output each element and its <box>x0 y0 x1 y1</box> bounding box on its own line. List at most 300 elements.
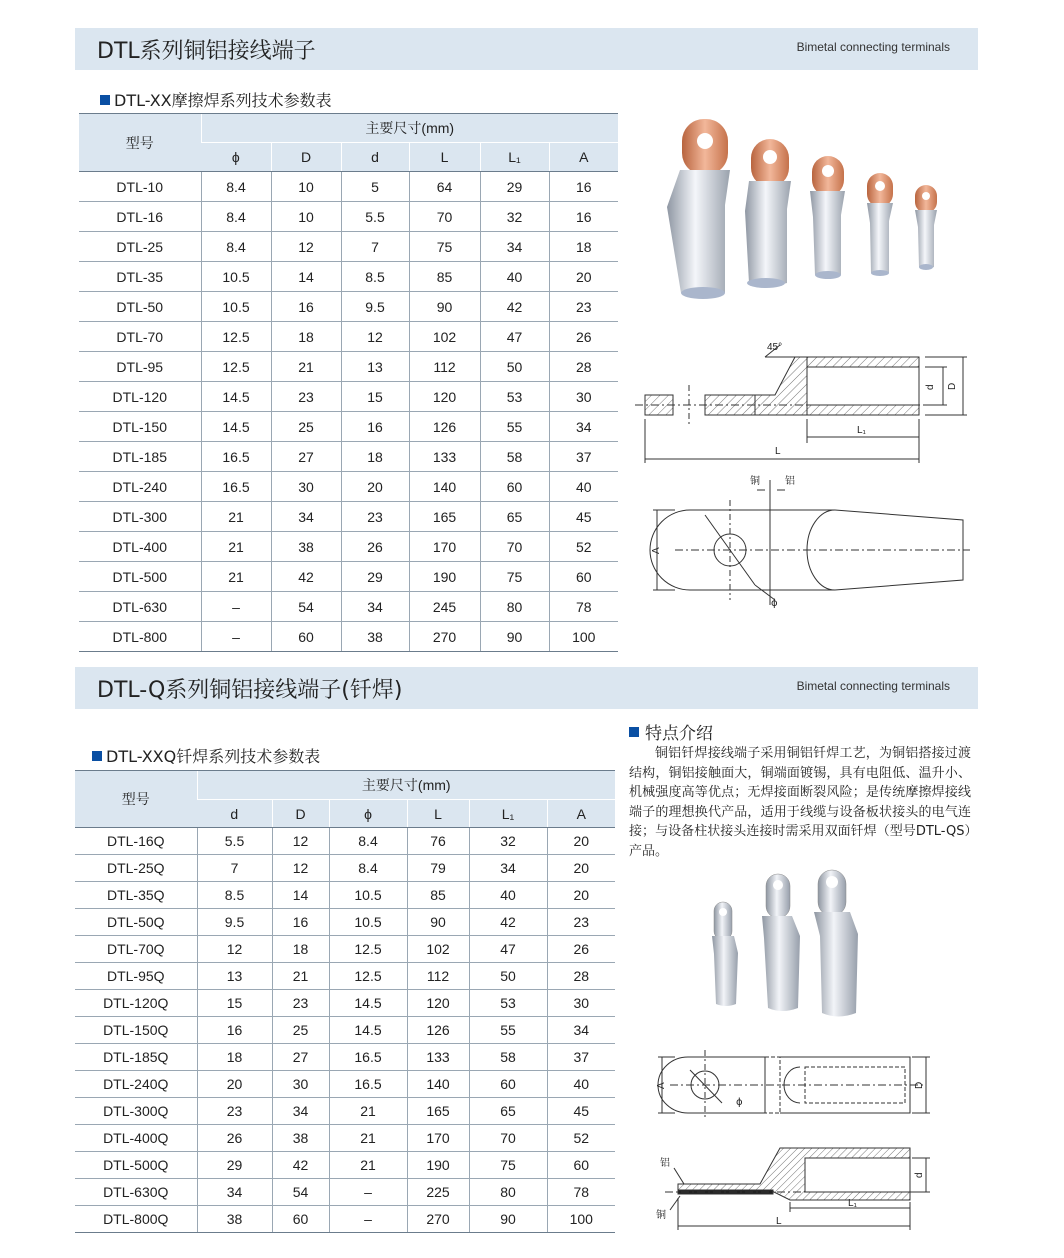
value-cell: 23 <box>547 909 615 936</box>
model-cell: DTL-70 <box>79 322 201 352</box>
table-row <box>79 322 618 352</box>
value-cell: 30 <box>549 382 618 412</box>
model-cell: DTL-300 <box>79 502 201 532</box>
value-cell: 90 <box>469 1206 547 1233</box>
value-cell: 23 <box>197 1098 272 1125</box>
value-cell: 100 <box>549 622 618 652</box>
bullet-square-icon <box>100 95 110 105</box>
value-cell: 120 <box>407 990 469 1017</box>
value-cell: 8.5 <box>341 262 409 292</box>
value-cell: 40 <box>549 472 618 502</box>
value-cell: 8.4 <box>201 172 271 202</box>
value-cell: 78 <box>547 1179 615 1206</box>
value-cell: 5.5 <box>197 828 272 855</box>
value-cell: 165 <box>409 502 480 532</box>
value-cell: 28 <box>547 963 615 990</box>
value-cell: 50 <box>480 352 549 382</box>
value-cell: 10.5 <box>201 292 271 322</box>
value-cell: 38 <box>271 532 341 562</box>
value-cell: 29 <box>480 172 549 202</box>
value-cell: 38 <box>272 1125 329 1152</box>
table-row <box>79 292 618 322</box>
value-cell: 38 <box>197 1206 272 1233</box>
brazed-terminal-small <box>712 902 738 1006</box>
value-cell: 10.5 <box>329 882 407 909</box>
table1-title: DTL-XX摩擦焊系列技术参数表 <box>114 91 332 110</box>
value-cell: 75 <box>480 562 549 592</box>
value-cell: 30 <box>271 472 341 502</box>
value-cell: 47 <box>480 322 549 352</box>
table-row <box>75 1179 615 1206</box>
value-cell: 85 <box>409 262 480 292</box>
table-row <box>75 1206 615 1233</box>
inner-diameter-label: d <box>925 384 936 390</box>
value-cell: 75 <box>409 232 480 262</box>
value-cell: 90 <box>409 292 480 322</box>
value-cell: 25 <box>272 1017 329 1044</box>
section2-english-title: Bimetal connecting terminals <box>796 679 950 693</box>
value-cell: 20 <box>549 262 618 292</box>
value-cell: 58 <box>480 442 549 472</box>
value-cell: 26 <box>547 936 615 963</box>
value-cell: 65 <box>480 502 549 532</box>
features-paragraph: 铜铝钎焊接线端子采用铜铝钎焊工艺，为铜铝搭接过渡结构，铜铝接触面大，铜端面镀锡，具有电阻低、温升小、机械强度高等优点；无焊接面断裂风险；是传统摩擦焊接线端子的理想换代产品，适用于线缆与设备板状接头的电气连接；与设备柱状接头连接时需采用双面钎焊（型号DTL-QS）产品。 <box>629 746 971 859</box>
friction-weld-spec-table <box>79 113 618 652</box>
features-heading <box>629 719 713 744</box>
value-cell: 14.5 <box>329 990 407 1017</box>
table1-body <box>79 172 618 652</box>
value-cell: 13 <box>341 352 409 382</box>
terminal-large <box>667 119 730 299</box>
value-cell: 27 <box>271 442 341 472</box>
brazed-spec-table <box>75 770 615 1233</box>
value-cell: 100 <box>547 1206 615 1233</box>
value-cell: 42 <box>272 1152 329 1179</box>
model-cell: DTL-120Q <box>75 990 197 1017</box>
outer-diameter-label: D <box>914 1081 925 1089</box>
model-cell: DTL-240Q <box>75 1071 197 1098</box>
value-cell: 50 <box>469 963 547 990</box>
model-cell: DTL-150 <box>79 412 201 442</box>
value-cell: 23 <box>272 990 329 1017</box>
value-cell: – <box>201 622 271 652</box>
value-cell: 102 <box>409 322 480 352</box>
table-row <box>75 1017 615 1044</box>
table-row <box>79 472 618 502</box>
model-cell: DTL-400 <box>79 532 201 562</box>
value-cell: 64 <box>409 172 480 202</box>
value-cell: 54 <box>272 1179 329 1206</box>
value-cell: 12 <box>271 232 341 262</box>
value-cell: 270 <box>407 1206 469 1233</box>
table-row <box>75 855 615 882</box>
table-row <box>75 1152 615 1179</box>
table-row <box>79 532 618 562</box>
table-row <box>75 828 615 855</box>
brazed-terminal-medium <box>762 874 800 1011</box>
column-header: L <box>407 800 469 828</box>
value-cell: 60 <box>480 472 549 502</box>
value-cell: 32 <box>480 202 549 232</box>
value-cell: 34 <box>469 855 547 882</box>
model-cell: DTL-35Q <box>75 882 197 909</box>
table-row <box>75 882 615 909</box>
dimensions-header: 主要尺寸(mm) <box>197 771 615 800</box>
model-cell: DTL-185 <box>79 442 201 472</box>
value-cell: 12 <box>272 855 329 882</box>
value-cell: 126 <box>407 1017 469 1044</box>
model-cell: DTL-800Q <box>75 1206 197 1233</box>
value-cell: 10.5 <box>329 909 407 936</box>
value-cell: 37 <box>549 442 618 472</box>
value-cell: 12 <box>341 322 409 352</box>
value-cell: 126 <box>409 412 480 442</box>
value-cell: 29 <box>341 562 409 592</box>
value-cell: 10 <box>271 202 341 232</box>
value-cell: 170 <box>409 532 480 562</box>
value-cell: 30 <box>272 1071 329 1098</box>
section1-banner <box>75 28 978 70</box>
table-row <box>79 502 618 532</box>
value-cell: 80 <box>469 1179 547 1206</box>
value-cell: 245 <box>409 592 480 622</box>
value-cell: 14.5 <box>201 382 271 412</box>
value-cell: 26 <box>197 1125 272 1152</box>
value-cell: 120 <box>409 382 480 412</box>
value-cell: 34 <box>271 502 341 532</box>
value-cell: 140 <box>409 472 480 502</box>
value-cell: 28 <box>549 352 618 382</box>
value-cell: 225 <box>407 1179 469 1206</box>
value-cell: 23 <box>341 502 409 532</box>
value-cell: 42 <box>469 909 547 936</box>
value-cell: 38 <box>341 622 409 652</box>
table1-heading <box>100 88 332 111</box>
value-cell: 12 <box>197 936 272 963</box>
barrel-length-label: L₁ <box>848 1198 857 1209</box>
value-cell: 270 <box>409 622 480 652</box>
value-cell: 133 <box>407 1044 469 1071</box>
model-cell: DTL-800 <box>79 622 201 652</box>
value-cell: 8.4 <box>329 828 407 855</box>
value-cell: 32 <box>469 828 547 855</box>
value-cell: 14 <box>271 262 341 292</box>
value-cell: 10.5 <box>201 262 271 292</box>
column-header: L₁ <box>469 800 547 828</box>
value-cell: 90 <box>480 622 549 652</box>
column-header: ϕ <box>201 143 271 172</box>
table-row <box>79 262 618 292</box>
value-cell: 70 <box>469 1125 547 1152</box>
column-header: A <box>549 143 618 172</box>
model-cell: DTL-25 <box>79 232 201 262</box>
value-cell: 13 <box>197 963 272 990</box>
width-label: A <box>656 1082 667 1089</box>
value-cell: 78 <box>549 592 618 622</box>
side-view-drawing <box>635 335 975 470</box>
model-cell: DTL-185Q <box>75 1044 197 1071</box>
table-row <box>75 909 615 936</box>
angle-label: 45° <box>767 342 783 353</box>
total-length-label: L <box>775 446 781 457</box>
value-cell: 12.5 <box>329 963 407 990</box>
value-cell: 102 <box>407 936 469 963</box>
model-cell: DTL-70Q <box>75 936 197 963</box>
value-cell: 190 <box>409 562 480 592</box>
value-cell: 52 <box>547 1125 615 1152</box>
model-cell: DTL-95Q <box>75 963 197 990</box>
value-cell: 16 <box>197 1017 272 1044</box>
value-cell: – <box>329 1206 407 1233</box>
value-cell: 85 <box>407 882 469 909</box>
value-cell: 20 <box>547 855 615 882</box>
inner-diameter-label: d <box>914 1172 925 1178</box>
table2-body <box>75 828 615 1233</box>
width-label: A <box>651 547 662 554</box>
model-cell: DTL-25Q <box>75 855 197 882</box>
value-cell: 27 <box>272 1044 329 1071</box>
section1-title: DTL系列铜铝接线端子 <box>97 39 316 64</box>
value-cell: 45 <box>547 1098 615 1125</box>
terminal-small <box>810 156 845 279</box>
value-cell: 90 <box>407 909 469 936</box>
value-cell: 12 <box>272 828 329 855</box>
value-cell: – <box>329 1179 407 1206</box>
terminal-smallest <box>915 185 937 270</box>
brazed-terminal-large <box>814 870 858 1017</box>
value-cell: 15 <box>341 382 409 412</box>
value-cell: 8.5 <box>197 882 272 909</box>
value-cell: 34 <box>549 412 618 442</box>
value-cell: 21 <box>329 1098 407 1125</box>
column-header: d <box>341 143 409 172</box>
value-cell: 26 <box>549 322 618 352</box>
value-cell: 40 <box>547 1071 615 1098</box>
value-cell: 170 <box>407 1125 469 1152</box>
value-cell: 5 <box>341 172 409 202</box>
value-cell: 34 <box>480 232 549 262</box>
value-cell: 29 <box>197 1152 272 1179</box>
copper-label: 铜 <box>656 1210 666 1221</box>
friction-weld-terminals-photo <box>645 115 955 305</box>
model-cell: DTL-16 <box>79 202 201 232</box>
value-cell: 45 <box>549 502 618 532</box>
value-cell: 20 <box>547 882 615 909</box>
model-cell: DTL-150Q <box>75 1017 197 1044</box>
value-cell: 42 <box>271 562 341 592</box>
model-cell: DTL-10 <box>79 172 201 202</box>
value-cell: 80 <box>480 592 549 622</box>
model-cell: DTL-16Q <box>75 828 197 855</box>
table-row <box>79 562 618 592</box>
value-cell: 75 <box>469 1152 547 1179</box>
value-cell: 10 <box>271 172 341 202</box>
column-header: d <box>197 800 272 828</box>
table2-title: DTL-XXQ钎焊系列技术参数表 <box>106 747 321 766</box>
value-cell: 16.5 <box>329 1071 407 1098</box>
value-cell: 65 <box>469 1098 547 1125</box>
brazed-terminals-photo <box>700 868 880 1023</box>
table-row <box>79 412 618 442</box>
model-cell: DTL-630Q <box>75 1179 197 1206</box>
value-cell: 60 <box>549 562 618 592</box>
model-cell: DTL-500 <box>79 562 201 592</box>
value-cell: 16 <box>272 909 329 936</box>
value-cell: 20 <box>341 472 409 502</box>
value-cell: 14.5 <box>329 1017 407 1044</box>
model-cell: DTL-35 <box>79 262 201 292</box>
table-row <box>79 382 618 412</box>
value-cell: 23 <box>271 382 341 412</box>
column-header: ϕ <box>329 800 407 828</box>
value-cell: 7 <box>197 855 272 882</box>
value-cell: – <box>201 592 271 622</box>
value-cell: 23 <box>549 292 618 322</box>
value-cell: 16.5 <box>201 472 271 502</box>
value-cell: 18 <box>197 1044 272 1071</box>
value-cell: 7 <box>341 232 409 262</box>
features-title: 特点介绍 <box>645 724 713 744</box>
value-cell: 47 <box>469 936 547 963</box>
model-cell: DTL-95 <box>79 352 201 382</box>
value-cell: 16 <box>341 412 409 442</box>
top-view-drawing <box>645 470 975 615</box>
value-cell: 70 <box>409 202 480 232</box>
brazed-top-view-drawing <box>650 1045 940 1125</box>
model-cell: DTL-400Q <box>75 1125 197 1152</box>
value-cell: 16.5 <box>329 1044 407 1071</box>
value-cell: 21 <box>201 562 271 592</box>
value-cell: 34 <box>547 1017 615 1044</box>
column-header: L <box>409 143 480 172</box>
table-row <box>79 202 618 232</box>
value-cell: 18 <box>271 322 341 352</box>
value-cell: 5.5 <box>341 202 409 232</box>
value-cell: 26 <box>341 532 409 562</box>
outer-diameter-label: D <box>947 382 958 390</box>
section2-banner <box>75 667 978 709</box>
model-column-header: 型号 <box>75 771 197 828</box>
value-cell: 140 <box>407 1071 469 1098</box>
table-row <box>75 936 615 963</box>
value-cell: 165 <box>407 1098 469 1125</box>
model-cell: DTL-50 <box>79 292 201 322</box>
model-cell: DTL-630 <box>79 592 201 622</box>
table2-heading <box>92 744 320 767</box>
value-cell: 53 <box>469 990 547 1017</box>
model-cell: DTL-300Q <box>75 1098 197 1125</box>
bullet-square-icon <box>629 727 639 737</box>
value-cell: 60 <box>271 622 341 652</box>
value-cell: 79 <box>407 855 469 882</box>
value-cell: 18 <box>549 232 618 262</box>
section1-english-title: Bimetal connecting terminals <box>796 40 950 54</box>
dimensions-header: 主要尺寸(mm) <box>201 114 618 143</box>
table-row <box>75 1044 615 1071</box>
value-cell: 8.4 <box>201 232 271 262</box>
value-cell: 12.5 <box>201 352 271 382</box>
column-header: L₁ <box>480 143 549 172</box>
model-cell: DTL-120 <box>79 382 201 412</box>
value-cell: 34 <box>197 1179 272 1206</box>
value-cell: 34 <box>341 592 409 622</box>
terminal-medium <box>745 139 791 288</box>
table-row <box>75 990 615 1017</box>
value-cell: 25 <box>271 412 341 442</box>
brazed-side-view-drawing <box>650 1140 940 1232</box>
column-header: D <box>271 143 341 172</box>
barrel-length-label: L₁ <box>857 425 866 436</box>
value-cell: 14 <box>272 882 329 909</box>
total-length-label: L <box>776 1216 782 1227</box>
copper-label: 铜 <box>750 476 760 487</box>
value-cell: 18 <box>341 442 409 472</box>
terminal-smaller <box>867 173 893 276</box>
model-column-header: 型号 <box>79 114 201 172</box>
value-cell: 55 <box>480 412 549 442</box>
table-row <box>79 442 618 472</box>
bullet-square-icon <box>92 751 102 761</box>
value-cell: 112 <box>409 352 480 382</box>
table-row <box>75 1098 615 1125</box>
value-cell: 21 <box>201 532 271 562</box>
value-cell: 9.5 <box>341 292 409 322</box>
value-cell: 112 <box>407 963 469 990</box>
table-row <box>79 592 618 622</box>
value-cell: 21 <box>272 963 329 990</box>
value-cell: 52 <box>549 532 618 562</box>
column-header: A <box>547 800 615 828</box>
value-cell: 133 <box>409 442 480 472</box>
value-cell: 70 <box>480 532 549 562</box>
aluminum-label: 铝 <box>660 1158 670 1169</box>
value-cell: 12.5 <box>329 936 407 963</box>
hole-diameter-label: ϕ <box>736 1097 743 1108</box>
value-cell: 8.4 <box>329 855 407 882</box>
value-cell: 21 <box>271 352 341 382</box>
aluminum-label: 铝 <box>785 476 795 487</box>
value-cell: 42 <box>480 292 549 322</box>
section2-title: DTL-Q系列铜铝接线端子(钎焊) <box>97 678 403 703</box>
value-cell: 21 <box>201 502 271 532</box>
value-cell: 9.5 <box>197 909 272 936</box>
value-cell: 20 <box>547 828 615 855</box>
value-cell: 8.4 <box>201 202 271 232</box>
value-cell: 37 <box>547 1044 615 1071</box>
value-cell: 12.5 <box>201 322 271 352</box>
value-cell: 60 <box>272 1206 329 1233</box>
value-cell: 190 <box>407 1152 469 1179</box>
value-cell: 16 <box>549 172 618 202</box>
value-cell: 16 <box>271 292 341 322</box>
value-cell: 21 <box>329 1125 407 1152</box>
value-cell: 58 <box>469 1044 547 1071</box>
value-cell: 40 <box>480 262 549 292</box>
value-cell: 16.5 <box>201 442 271 472</box>
value-cell: 16 <box>549 202 618 232</box>
value-cell: 14.5 <box>201 412 271 442</box>
value-cell: 18 <box>272 936 329 963</box>
value-cell: 55 <box>469 1017 547 1044</box>
value-cell: 20 <box>197 1071 272 1098</box>
table-row <box>79 352 618 382</box>
model-cell: DTL-50Q <box>75 909 197 936</box>
value-cell: 60 <box>469 1071 547 1098</box>
table-row <box>75 1071 615 1098</box>
model-cell: DTL-240 <box>79 472 201 502</box>
table-row <box>79 172 618 202</box>
table-row <box>79 232 618 262</box>
